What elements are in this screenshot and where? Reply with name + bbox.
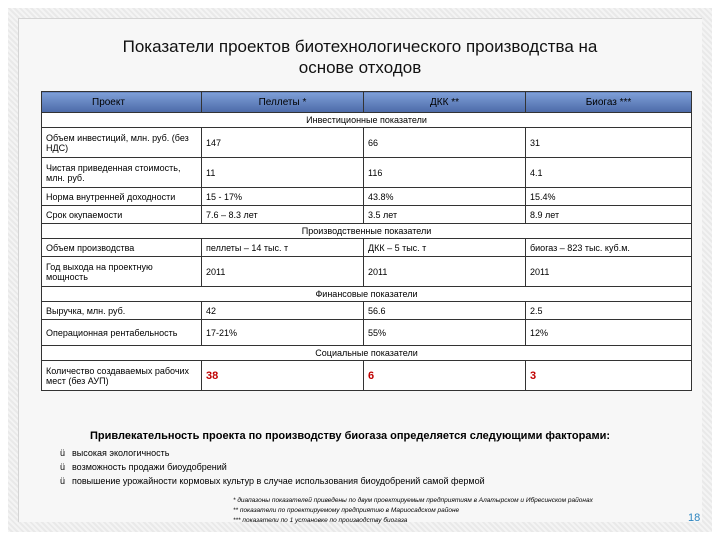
footnote: *** показатели по 1 установке по производству биогаза	[233, 517, 408, 524]
section-row	[42, 113, 692, 128]
table-row	[42, 257, 692, 287]
row-label: Норма внутренней доходности	[42, 188, 202, 206]
cell-value: 2011	[526, 257, 692, 287]
cell-value: биогаз – 823 тыс. куб.м.	[526, 239, 692, 257]
page-number: 18	[688, 512, 701, 524]
header-biogas: Биогаз ***	[526, 92, 692, 113]
cell-value: 55%	[364, 320, 526, 346]
table-header-row	[42, 92, 692, 113]
list-item: ü повышение урожайности кормовых культур в случае использования биоудобрений самой фермой	[60, 476, 485, 486]
table-row	[42, 206, 692, 224]
footnote: * диапазоны показателей приведены по двум проектируемым предприятиям в Алатырском и Ибресинском районах	[233, 497, 593, 504]
conclusion-note: Привлекательность проекта по производству биогаза определяется следующими факторами:	[90, 430, 611, 442]
row-label: Операционная рентабельность	[42, 320, 202, 346]
section-label: Финансовые показатели	[42, 287, 692, 302]
factor-list	[60, 446, 680, 488]
footnote: ** показатели по проектируемому предприятию в Мариосадском районе	[233, 507, 460, 514]
table-row	[42, 128, 692, 158]
cell-value: 11	[202, 158, 364, 188]
cell-value: 116	[364, 158, 526, 188]
cell-value: 31	[526, 128, 692, 158]
cell-value: 2011	[202, 257, 364, 287]
row-label: Чистая приведенная стоимость, млн. руб.	[42, 158, 202, 188]
table-row	[42, 188, 692, 206]
row-label: Год выхода на проектную мощность	[42, 257, 202, 287]
cell-value: 15.4%	[526, 188, 692, 206]
table-row	[42, 320, 692, 346]
section-row	[42, 287, 692, 302]
table-row	[42, 361, 692, 391]
cell-value: 17-21%	[202, 320, 364, 346]
row-label: Выручка, млн. руб.	[42, 302, 202, 320]
check-icon: ü	[60, 462, 66, 472]
section-label: Социальные показатели	[42, 346, 692, 361]
cell-value: 3.5 лет	[364, 206, 526, 224]
cell-value: 7.6 – 8.3 лет	[202, 206, 364, 224]
row-label: Срок окупаемости	[42, 206, 202, 224]
row-label: Количество создаваемых рабочих мест (без АУП)	[42, 361, 202, 391]
cell-value-highlight: 6	[364, 361, 526, 391]
section-label: Производственные показатели	[42, 224, 692, 239]
table-row	[42, 239, 692, 257]
cell-value: 2011	[364, 257, 526, 287]
cell-value: 56.6	[364, 302, 526, 320]
cell-value: 15 - 17%	[202, 188, 364, 206]
cell-value: 8.9 лет	[526, 206, 692, 224]
header-project: Проект	[42, 92, 202, 113]
cell-value: 147	[202, 128, 364, 158]
row-label: Объем производства	[42, 239, 202, 257]
list-item: ü высокая экологичность	[60, 448, 170, 458]
cell-value-highlight: 3	[526, 361, 692, 391]
cell-value: пеллеты – 14 тыс. т	[202, 239, 364, 257]
check-icon: ü	[60, 476, 66, 486]
cell-value: 43.8%	[364, 188, 526, 206]
footnotes	[233, 496, 683, 526]
section-label: Инвестиционные показатели	[42, 113, 692, 128]
cell-value: 66	[364, 128, 526, 158]
section-row	[42, 346, 692, 361]
cell-value: 2.5	[526, 302, 692, 320]
header-dkk: ДКК **	[364, 92, 526, 113]
row-label: Объем инвестиций, млн. руб. (без НДС)	[42, 128, 202, 158]
check-icon: ü	[60, 448, 66, 458]
table-row	[42, 158, 692, 188]
cell-value: 4.1	[526, 158, 692, 188]
section-row	[42, 224, 692, 239]
indicators-table	[41, 91, 692, 391]
cell-value-highlight: 38	[202, 361, 364, 391]
header-pellets: Пеллеты *	[202, 92, 364, 113]
cell-value: 42	[202, 302, 364, 320]
slide-title: Показатели проектов биотехнологического производства на основе отходов	[122, 37, 598, 77]
list-item: ü возможность продажи биоудобрений	[60, 462, 227, 472]
table-row	[42, 302, 692, 320]
cell-value: 12%	[526, 320, 692, 346]
cell-value: ДКК – 5 тыс. т	[364, 239, 526, 257]
